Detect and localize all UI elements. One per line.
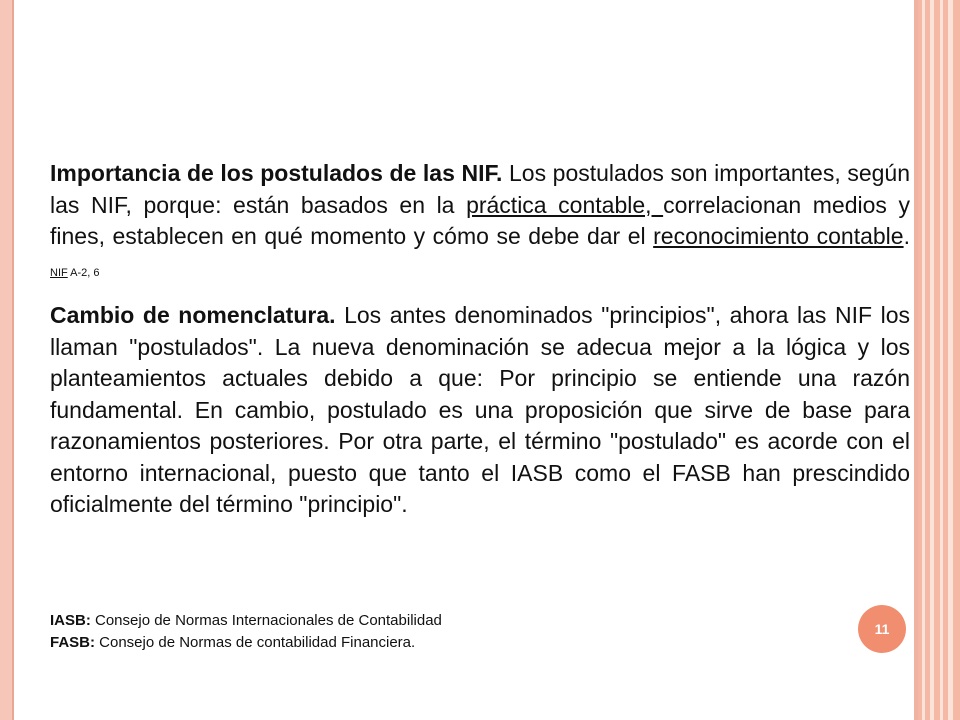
glossary-definition: Consejo de Normas Internacionales de Contabilidad	[90, 612, 442, 629]
glossary-item	[50, 610, 750, 632]
paragraph-importancia	[50, 158, 910, 284]
page-number-badge	[858, 605, 906, 653]
link-nif-reference[interactable]: NIF	[50, 266, 68, 279]
paragraph-text: .	[903, 223, 910, 249]
glossary	[50, 610, 750, 654]
glossary-abbr: IASB:	[50, 612, 91, 629]
link-practica-contable[interactable]: práctica contable,	[466, 191, 664, 218]
glossary-item	[50, 632, 750, 654]
link-reconocimiento-contable[interactable]: reconocimiento contable	[653, 223, 904, 249]
right-decorative-band	[918, 0, 960, 720]
glossary-abbr: FASB:	[50, 634, 95, 651]
paragraph-text: Los antes denominados "principios", ahora las NIF los llaman "postulados". La nueva denominación se adecua mejor a la lógica y los planteamientos actuales debido a que: Por principio se entiende una razón fundamental. En cambio, postulado es una proposición que sirve de base para razonamientos posteriores. Por otra parte, el término "postulado" es acorde con el entorno internacional, puesto que tanto el IASB como el FASB han prescindido oficialmente del término "principio".	[50, 302, 910, 517]
paragraph-cambio	[50, 300, 910, 521]
glossary-definition: Consejo de Normas de contabilidad Financiera.	[95, 634, 416, 651]
reference-text: A-2, 6	[67, 266, 100, 279]
paragraph-text: correlacionan medios y fines, establecen en qué momento y cómo se debe dar el	[50, 191, 910, 249]
paragraph-heading: Cambio de nomenclatura.	[50, 302, 336, 328]
left-border-line	[12, 0, 14, 720]
slide-body	[50, 158, 910, 521]
page-number: 11	[874, 621, 890, 637]
left-border	[0, 0, 12, 720]
reference-citation	[50, 267, 100, 279]
paragraph-heading: Importancia de los postulados de las NIF.	[50, 160, 503, 186]
paragraph-text: Los postulados son importantes, según las NIF, porque: están basados en la	[50, 160, 911, 218]
